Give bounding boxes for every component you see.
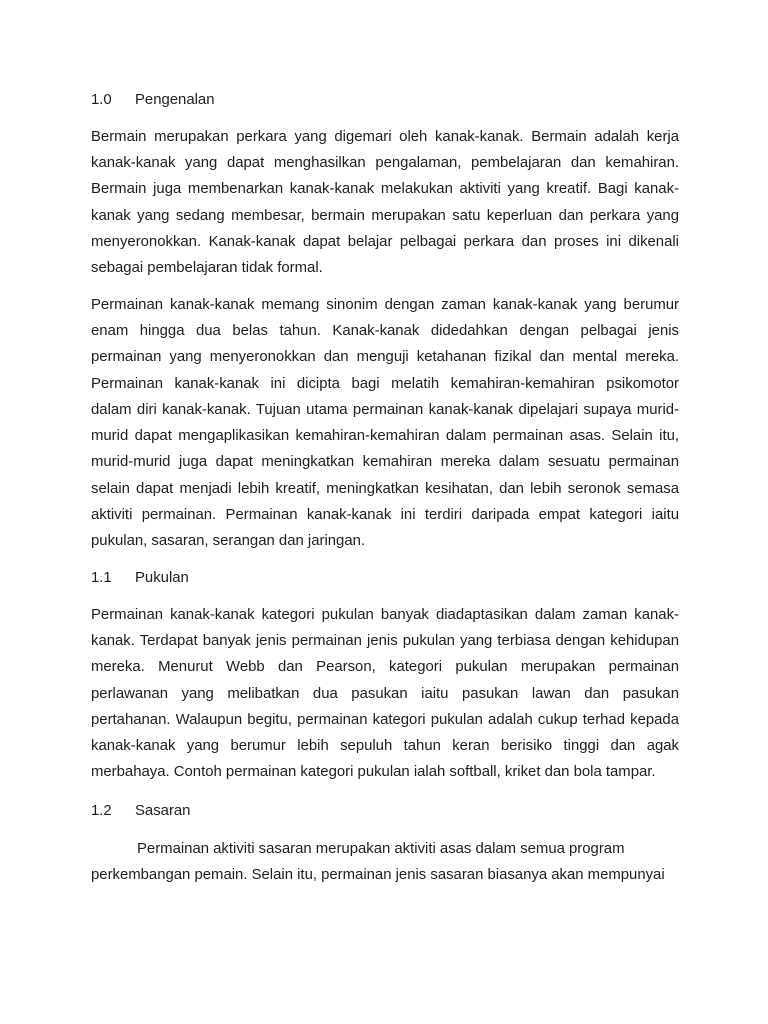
section-number: 1.2 [91,802,112,819]
text-line: sebagai pembelajaran tidak formal. [91,260,323,277]
text-line: dalam diri kanak-kanak. Tujuan utama permainan kanak-kanak dipelajari supaya murid- [91,401,679,418]
text-line: murid-murid juga dapat meningkatkan kemahiran mereka dalam sesuatu permainan [91,454,679,471]
section-title: Pengenalan [135,92,215,108]
text-line: perlawanan yang melibatkan dua pasukan iaitu pasukan lawan dan pasukan [91,685,679,702]
section-heading-pukulan [91,565,679,591]
text-line: Bermain merupakan perkara yang digemari oleh kanak-kanak. Bermain adalah kerja [91,128,679,145]
text-line: pertahanan. Walaupun begitu, permainan kategori pukulan adalah cukup terhad kepada [91,711,679,728]
text-line: kanak yang sedang membesar, bermain merupakan satu keperluan dan perkara yang [91,207,679,224]
paragraph [91,836,679,889]
document-body [91,87,679,888]
text-line: permainan yang menyeronokkan dan menguji ketahanan fizikal dan mental mereka. [91,349,679,366]
text-line: menyeronokkan. Kanak-kanak dapat belajar pelbagai perkara dan proses ini dikenali [91,233,679,250]
text-line: Bermain juga membenarkan kanak-kanak melakukan aktiviti yang kreatif. Bagi kanak- [91,181,679,198]
text-line: perkembangan pemain. Selain itu, permainan jenis sasaran biasanya akan mempunyai [91,867,665,884]
text-line: Permainan kanak-kanak kategori pukulan banyak diadaptasikan dalam zaman kanak- [91,606,679,623]
section-title: Pukulan [135,570,189,587]
text-line: merbahaya. Contoh permainan kategori pukulan ialah softball, kriket dan bola tampar. [91,764,656,781]
paragraph [91,292,679,555]
section-number: 1.0 [91,92,112,108]
text-line: mereka. Menurut Webb dan Pearson, kategori pukulan merupakan permainan [91,659,679,676]
text-line: selain dapat menjadi lebih kreatif, meningkatkan kesihatan, dan lebih seronok semasa [91,480,679,497]
paragraph [91,602,679,786]
section-number: 1.1 [91,570,112,587]
text-line: kanak. Terdapat banyak jenis permainan jenis pukulan yang terbiasa dengan kehidupan [91,633,679,650]
text-line: Permainan kanak-kanak ini dicipta bagi melatih kemahiran-kemahiran psikomotor [91,375,679,392]
text-line: Permainan kanak-kanak memang sinonim dengan zaman kanak-kanak yang berumur [91,296,679,313]
text-line: aktiviti permainan. Permainan kanak-kanak ini terdiri daripada empat kategori iaitu [91,506,679,523]
section-title: Sasaran [135,802,191,819]
text-line: pukulan, sasaran, serangan dan jaringan. [91,533,366,550]
text-line: Permainan aktiviti sasaran merupakan aktiviti asas dalam semua program [137,840,625,857]
paragraph [91,124,679,282]
text-line: enam hingga dua belas tahun. Kanak-kanak didedahkan dengan pelbagai jenis [91,323,679,340]
text-line: murid dapat mengaplikasikan kemahiran-kemahiran dalam permainan asas. Selain itu, [91,428,679,445]
text-line: kanak-kanak yang berumur lebih sepuluh tahun keran berisiko tinggi dan agak [91,738,679,755]
section-heading-pengenalan [91,87,679,113]
section-heading-sasaran [91,798,679,824]
text-line: kanak-kanak yang dapat menghasilkan pengalaman, pembelajaran dan kemahiran. [91,155,679,172]
